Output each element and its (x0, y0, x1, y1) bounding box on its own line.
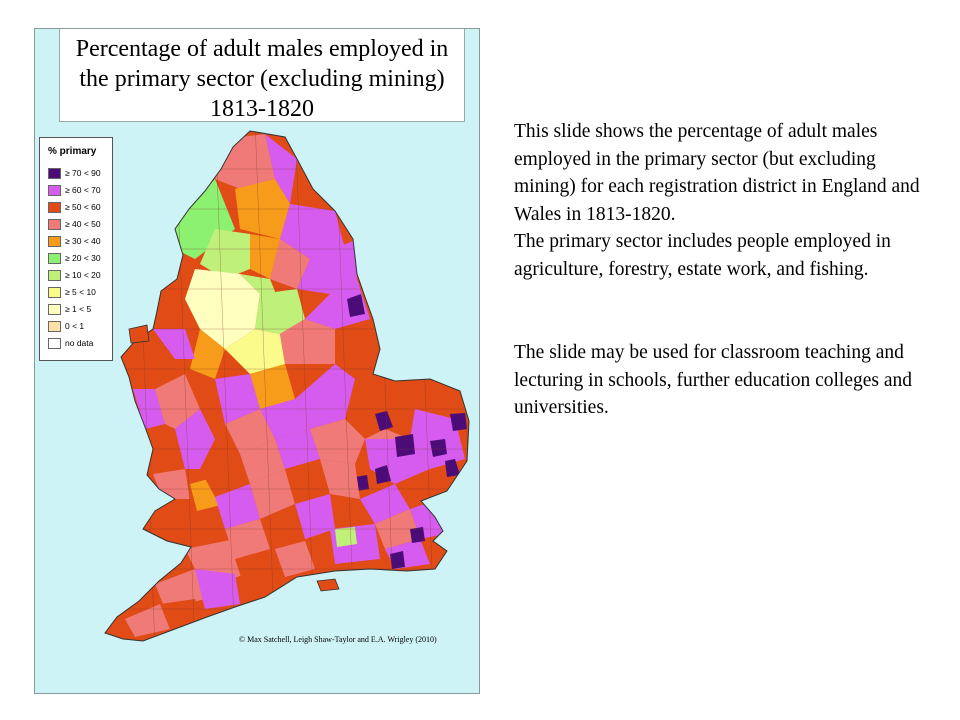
legend-label: ≥ 10 < 20 (65, 270, 101, 280)
legend-label: ≥ 50 < 60 (65, 202, 101, 212)
legend-label: ≥ 40 < 50 (65, 219, 101, 229)
legend-label: no data (65, 338, 94, 348)
description-paragraph-2: The primary sector includes people employed in agriculture, forestry, estate work, and fishing. (514, 231, 891, 280)
map-panel (34, 28, 480, 694)
legend-swatch (48, 253, 61, 264)
description-paragraph-1: This slide shows the percentage of adult males employed in the primary sector (but excluding mining) for each registration district in England and Wales in 1813-1820. (514, 121, 920, 225)
isle-of-wight (317, 579, 339, 591)
legend-swatch (48, 338, 61, 349)
legend-swatch (48, 185, 61, 196)
legend-label: ≥ 1 < 5 (65, 304, 92, 314)
legend-swatch (48, 219, 61, 230)
legend-item (48, 167, 101, 179)
map-title-line-1: Percentage of adult males employed in (75, 36, 449, 62)
legend-label: ≥ 30 < 40 (65, 236, 101, 246)
legend-label: ≥ 60 < 70 (65, 185, 101, 195)
legend-label: ≥ 5 < 10 (65, 287, 96, 297)
anglesey (129, 325, 149, 343)
legend-swatch (48, 168, 61, 179)
map-legend (39, 137, 113, 361)
legend-item (48, 286, 96, 298)
legend-item (48, 269, 101, 281)
legend-item (48, 235, 101, 247)
legend-swatch (48, 321, 61, 332)
legend-label: ≥ 70 < 90 (65, 168, 101, 178)
description-paragraph-3: The slide may be used for classroom teaching and lecturing in schools, further education colleges and universities. (514, 342, 912, 418)
map-title-line-3: 1813-1820 (210, 96, 314, 122)
legend-item (48, 184, 101, 196)
legend-item (48, 201, 101, 213)
legend-swatch (48, 270, 61, 281)
legend-swatch (48, 304, 61, 315)
legend-item (48, 252, 101, 264)
legend-title: % primary (48, 146, 97, 157)
legend-label: 0 < 1 (65, 321, 85, 331)
legend-swatch (48, 287, 61, 298)
slide-description (514, 118, 924, 422)
choropleth-map (35, 29, 479, 693)
map-credit: © Max Satchell, Leigh Shaw-Taylor and E.A. Wrigley (2010) (239, 635, 437, 644)
legend-item (48, 337, 93, 349)
legend-swatch (48, 202, 61, 213)
legend-item (48, 303, 91, 315)
legend-item (48, 218, 101, 230)
legend-swatch (48, 236, 61, 247)
map-title-box (59, 29, 465, 122)
map-title-line-2: the primary sector (excluding mining) (79, 66, 445, 92)
legend-label: ≥ 20 < 30 (65, 253, 101, 263)
legend-item (48, 320, 84, 332)
